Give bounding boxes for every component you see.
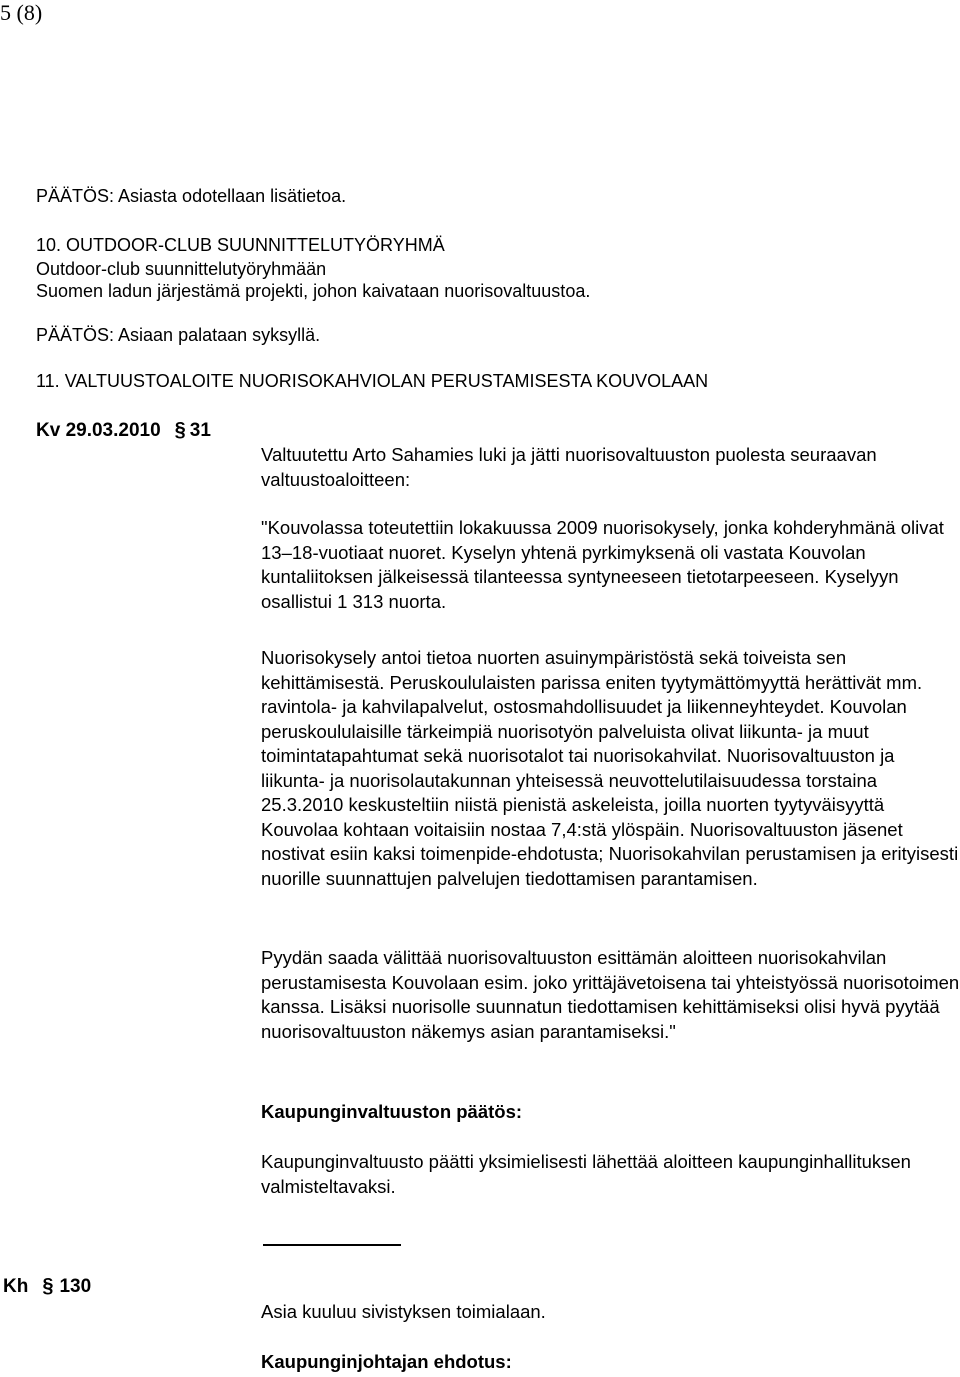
initiative-intro: Valtuutettu Arto Sahamies luki ja jätti nuorisovaltuuston puolesta seuraavan valtuustoaloitteen: — [261, 444, 877, 490]
board-section-number: 130 — [59, 1276, 92, 1297]
mayor-proposal-heading: Kaupunginjohtajan ehdotus: — [261, 1351, 512, 1372]
council-decision-heading: Kaupunginvaltuuston päätös: — [261, 1101, 523, 1122]
item-10-subtitle: Outdoor-club suunnittelutyöryhmään — [36, 259, 327, 279]
section-divider — [263, 1244, 401, 1246]
item-10-decision: PÄÄTÖS: Asiaan palataan syksyllä. — [36, 325, 321, 345]
initiative-quote-paragraph-1: "Kouvolassa toteutettiin lokakuussa 2009 nuorisokysely, jonka kohderyhmänä olivat 13–18-vuotiaat nuoret. Kyselyn yhtenä pyrkimyksenä oli vastata Kouvolan kuntaliitoksen jälkeisessä tilanteessa syntyneeseen tietotarpeeseen. Kyselyyn osallistui 1 313 nuorta. — [261, 517, 944, 612]
council-reference — [36, 418, 211, 443]
initiative-quote-paragraph-3: Pyydän saada välittää nuorisovaltuuston esittämän aloitteen nuorisokahvilan perustamisesta Kouvolaan esim. joko yrittäjävetoisena tai yhteistyössä nuorisotoimen kanssa. Lisäksi nuorisolle suunnatun tiedottamisen kehittämiseksi olisi hyvä pyytää nuorisovaltuuston näkemys asian parantamiseksi." — [261, 947, 960, 1042]
council-decision-text: Kaupunginvaltuusto päätti yksimielisesti lähettää aloitteen kaupunginhallituksen valmisteltavaksi. — [261, 1151, 911, 1197]
section-sign: § — [42, 1275, 54, 1297]
item-10-description: Suomen ladun järjestämä projekti, johon kaivataan nuorisovaltuustoa. — [36, 281, 591, 301]
council-section-number: 31 — [189, 420, 211, 441]
board-reference — [3, 1274, 91, 1299]
responsibility-text: Asia kuuluu sivistyksen toimialaan. — [261, 1301, 546, 1322]
board-reference-label: Kh — [3, 1276, 29, 1297]
previous-item-decision: PÄÄTÖS: Asiasta odotellaan lisätietoa. — [36, 186, 347, 206]
page-number: 5 (8) — [0, 0, 43, 25]
council-reference-date: Kv 29.03.2010 — [36, 420, 161, 441]
initiative-quote-paragraph-2: Nuorisokysely antoi tietoa nuorten asuinympäristöstä sekä toiveista sen kehittämisestä. Peruskoululaisten parissa eniten tyytymättömyyttä herättivät mm. ravintola- ja kahvilapalvelut, ostosmahdollisuudet ja liikenneyhteydet. Kouvolan peruskoululaisille tärkeimpiä nuorisotyön palveluista olivat liikunta- ja muut toimintatapahtumat sekä nuorisotalot tai nuorisokahvilat. Nuorisovaltuuston ja liikunta- ja nuorisolautakunnan yhteisessä neuvottelutilaisuudessa torstaina 25.3.2010 keskusteltiin niistä pienistä askeleista, joilla nuorten tyytyväisyyttä Kouvolaa kohtaan voitaisiin nostaa 7,4:stä ylöspäin. Nuorisovaltuuston jäsenet nostivat esiin kaksi toimenpide-ehdotusta; Nuorisokahvilan perustamisen ja erityisesti nuorille suunnattujen palvelujen tiedottamisen parantamisen. — [261, 647, 959, 889]
item-11-title: 11. VALTUUSTOALOITE NUORISOKAHVIOLAN PERUSTAMISESTA KOUVOLAAN — [36, 371, 709, 391]
section-sign: § — [174, 419, 186, 441]
item-10-title: 10. OUTDOOR-CLUB SUUNNITTELUTYÖRYHMÄ — [36, 235, 445, 255]
